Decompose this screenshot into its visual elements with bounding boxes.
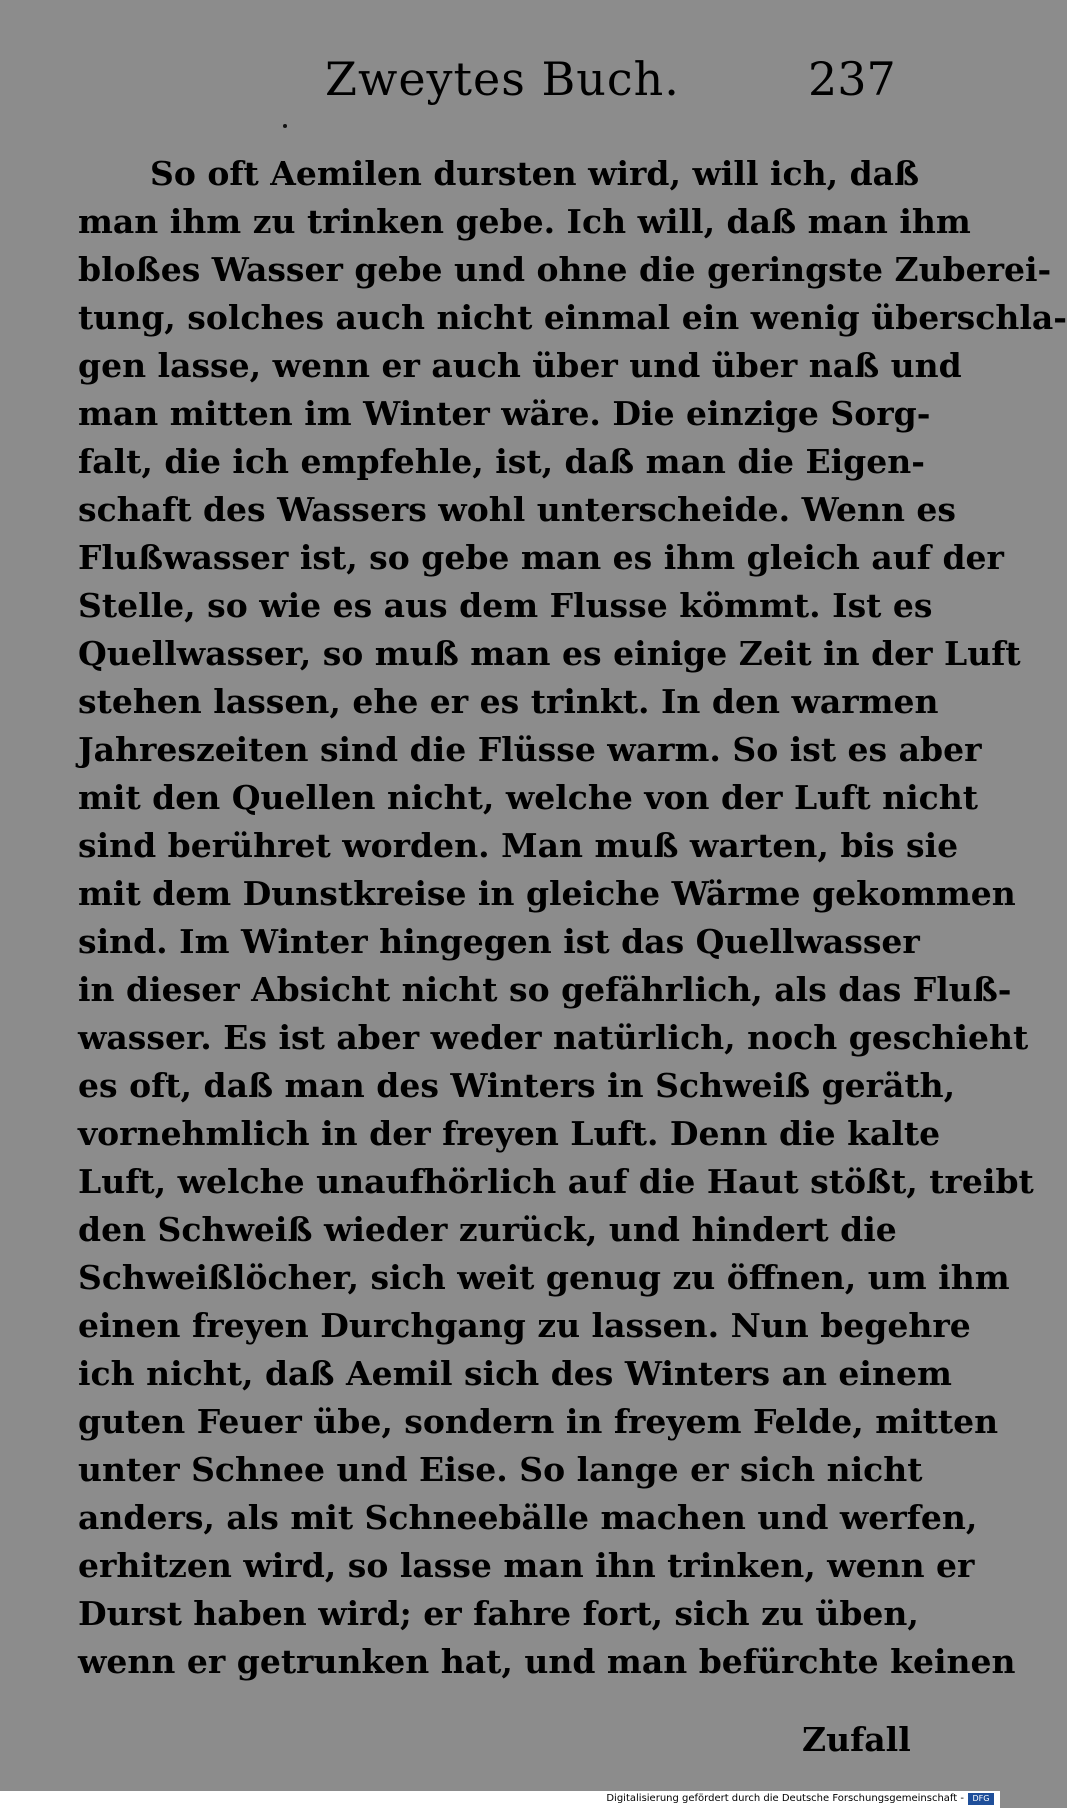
text-line: es oft, daß man des Winters in Schweiß geräth, (78, 1066, 956, 1105)
text-line: sind. Im Winter hingegen ist das Quellwasser (78, 922, 920, 961)
text-line: wasser. Es ist aber weder natürlich, noch geschieht (78, 1018, 1029, 1057)
text-line: wenn er getrunken hat, und man befürchte keinen (78, 1642, 1016, 1681)
text-line: Flußwasser ist, so gebe man es ihm gleich auf der (78, 538, 1004, 577)
text-line: Luft, welche unaufhörlich auf die Haut stößt, treibt (78, 1162, 1034, 1201)
text-line: anders, als mit Schneebälle machen und werfen, (78, 1498, 978, 1537)
text-line: den Schweiß wieder zurück, und hindert die (78, 1210, 897, 1249)
text-line: falt, die ich empfehle, ist, daß man die Eigen- (78, 442, 925, 481)
text-line: in dieser Absicht nicht so gefährlich, als das Fluß- (78, 970, 1012, 1009)
text-line: erhitzen wird, so lasse man ihn trinken, wenn er (78, 1546, 975, 1585)
page-number: 237 (808, 52, 896, 106)
body-text (78, 150, 1067, 1686)
text-line: vornehmlich in der freyen Luft. Denn die kalte (78, 1114, 941, 1153)
text-line: Stelle, so wie es aus dem Flusse kömmt. Ist es (78, 586, 933, 625)
text-line: Quellwasser, so muß man es einige Zeit in der Luft (78, 634, 1021, 673)
ink-speck (283, 124, 287, 128)
text-line: mit den Quellen nicht, welche von der Luft nicht (78, 778, 978, 817)
dfg-logo: DFG (968, 1793, 994, 1805)
text-line: guten Feuer übe, sondern in freyem Felde, mitten (78, 1402, 999, 1441)
text-line: tung, solches auch nicht einmal ein wenig überschla- (78, 298, 1067, 337)
text-line: man mitten im Winter wäre. Die einzige Sorg- (78, 394, 931, 433)
running-title: Zweytes Buch. (325, 52, 680, 106)
text-line: ich nicht, daß Aemil sich des Winters an einem (78, 1354, 952, 1393)
text-line: sind berühret worden. Man muß warten, bis sie (78, 826, 959, 865)
text-line: mit dem Dunstkreise in gleiche Wärme gekommen (78, 874, 1016, 913)
text-line: man ihm zu trinken gebe. Ich will, daß man ihm (78, 202, 971, 241)
text-line: stehen lassen, ehe er es trinkt. In den warmen (78, 682, 939, 721)
text-line: So oft Aemilen dursten wird, will ich, daß (150, 154, 920, 193)
text-line: Jahreszeiten sind die Flüsse warm. So ist es aber (78, 730, 982, 769)
digitization-footer (0, 1791, 1000, 1808)
text-line: schaft des Wassers wohl unterscheide. Wenn es (78, 490, 956, 529)
text-line: bloßes Wasser gebe und ohne die geringste Zuberei- (78, 250, 1052, 289)
text-line: gen lasse, wenn er auch über und über naß und (78, 346, 962, 385)
catchword: Zufall (802, 1720, 911, 1759)
text-line: Schweißlöcher, sich weit genug zu öffnen, um ihm (78, 1258, 1010, 1297)
page-header (0, 52, 1000, 112)
text-line: Durst haben wird; er fahre fort, sich zu üben, (78, 1594, 919, 1633)
footer-credit: Digitalisierung gefördert durch die Deutsche Forschungsgemeinschaft - (606, 1793, 964, 1804)
text-line: unter Schnee und Eise. So lange er sich nicht (78, 1450, 923, 1489)
text-line: einen freyen Durchgang zu lassen. Nun begehre (78, 1306, 971, 1345)
